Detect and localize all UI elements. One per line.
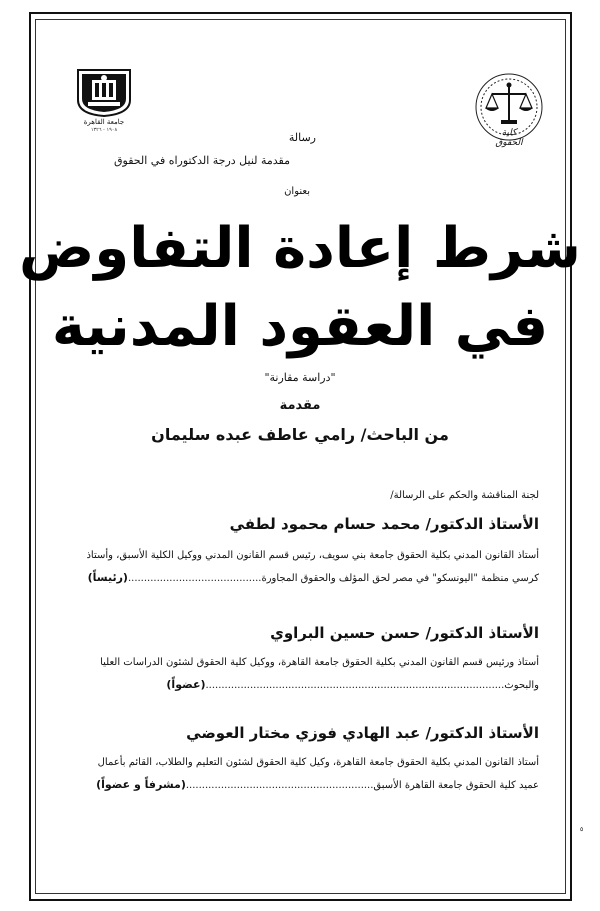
- thesis-label: رسالة: [288, 131, 316, 144]
- member-title-text: كرسي منظمة "اليونسكو" في مصر لحق المؤلف والحقوق المجاورة..........................................: [127, 573, 539, 584]
- committee-member: [39, 515, 539, 586]
- faculty-of-law-caption: كلية الحقوق: [495, 128, 523, 148]
- member-title-text: والبحوث..............................................................................................: [205, 680, 539, 691]
- member-title-line: أستاذ ورئيس قسم القانون المدني بكلية الحقوق جامعة القاهرة، ووكيل كلية الحقوق لشئون الدراسات العليا: [100, 657, 539, 668]
- degree-statement: مقدمة لنيل درجة الدكتوراه في الحقوق: [114, 154, 290, 167]
- cairo-university-year: ١٩٠٨ - ١٣٢٦: [90, 127, 118, 133]
- cairo-university-caption: جامعة القاهرة: [83, 118, 125, 126]
- member-role: (عضواً): [166, 678, 206, 691]
- member-title-line: أستاذ القانون المدني بكلية الحقوق جامعة القاهرة، وكيل كلية الحقوق لشئون التعليم والطلاب، القائم بأعمال: [97, 757, 539, 768]
- member-role: (مشرفاً و عضواً): [96, 778, 186, 791]
- member-name: الأستاذ الدكتور/ محمد حسام محمود لطفي: [229, 515, 539, 533]
- presented-label: مقدمة: [279, 398, 321, 413]
- researcher-name: من الباحث/ رامي عاطف عبده سليمان: [151, 425, 449, 444]
- member-title-text: عميد كلية الحقوق جامعة القاهرة الأسبق...........................................................: [185, 780, 539, 791]
- cairo-university-emblem-icon: [74, 66, 134, 118]
- committee-member: [39, 624, 539, 693]
- committee-member: [39, 724, 539, 793]
- thesis-title-line-2: في العقود المدنية: [51, 294, 549, 359]
- member-title-line: [39, 571, 539, 586]
- page-mark: ٥: [580, 826, 584, 833]
- member-name: الأستاذ الدكتور/ عبد الهادي فوزي مختار العوضي: [186, 724, 539, 742]
- study-type: "دراسة مقارنة": [264, 371, 336, 384]
- member-title-line: [39, 778, 539, 793]
- committee-heading: لجنة المناقشة والحكم على الرسالة/: [390, 490, 539, 501]
- thesis-title-line-1: شرط إعادة التفاوض: [19, 216, 581, 281]
- cairo-university-logo: [74, 66, 134, 133]
- titled-label: بعنوان: [284, 186, 310, 197]
- member-title-line: أستاذ القانون المدني بكلية الحقوق جامعة بني سويف، رئيس قسم القانون المدني ووكيل الكلية الأسبق، وأستاذ: [86, 550, 539, 561]
- member-title-line: [39, 678, 539, 693]
- member-role: (رئيساً): [87, 571, 128, 584]
- member-name: الأستاذ الدكتور/ حسن حسين البراوي: [270, 624, 539, 642]
